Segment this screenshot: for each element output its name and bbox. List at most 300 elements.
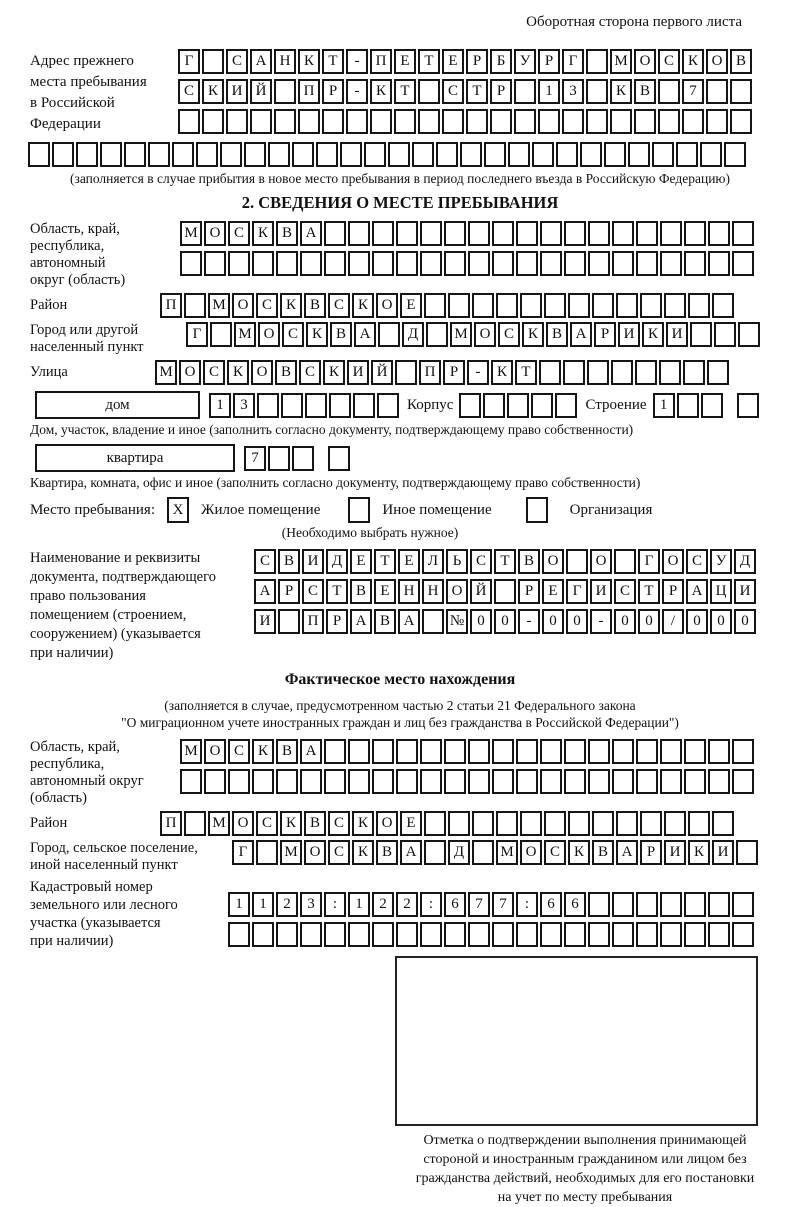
char-cell[interactable]: С bbox=[282, 322, 304, 347]
char-cell[interactable]: П bbox=[160, 293, 182, 318]
char-cell[interactable]: 1 bbox=[348, 892, 370, 917]
char-cell[interactable]: 0 bbox=[566, 609, 588, 634]
char-cell[interactable] bbox=[640, 293, 662, 318]
char-cell[interactable] bbox=[202, 109, 224, 134]
char-cell[interactable]: Т bbox=[466, 79, 488, 104]
char-cell[interactable] bbox=[708, 221, 730, 246]
checkbox-zhiloe[interactable]: X bbox=[167, 497, 189, 523]
char-cell[interactable] bbox=[340, 142, 362, 167]
char-cell[interactable] bbox=[640, 811, 662, 836]
char-cell[interactable] bbox=[124, 142, 146, 167]
char-cell[interactable]: А bbox=[616, 840, 638, 865]
char-cell[interactable]: И bbox=[618, 322, 640, 347]
char-cell[interactable] bbox=[708, 892, 730, 917]
char-cell[interactable]: О bbox=[662, 549, 684, 574]
char-cell[interactable] bbox=[292, 142, 314, 167]
char-cell[interactable]: К bbox=[491, 360, 513, 385]
char-cell[interactable] bbox=[660, 251, 682, 276]
char-cell[interactable]: Р bbox=[594, 322, 616, 347]
char-cell[interactable] bbox=[444, 221, 466, 246]
char-cell[interactable] bbox=[372, 922, 394, 947]
char-cell[interactable] bbox=[588, 892, 610, 917]
char-cell[interactable]: М bbox=[496, 840, 518, 865]
char-cell[interactable] bbox=[388, 142, 410, 167]
char-cell[interactable]: О bbox=[376, 293, 398, 318]
char-cell[interactable] bbox=[460, 142, 482, 167]
char-cell[interactable] bbox=[636, 892, 658, 917]
char-cell[interactable]: Е bbox=[542, 579, 564, 604]
char-cell[interactable]: Е bbox=[394, 49, 416, 74]
char-cell[interactable] bbox=[540, 251, 562, 276]
char-cell[interactable]: С bbox=[442, 79, 464, 104]
char-cell[interactable] bbox=[706, 79, 728, 104]
char-cell[interactable] bbox=[256, 840, 278, 865]
char-cell[interactable] bbox=[708, 251, 730, 276]
char-cell[interactable] bbox=[328, 446, 350, 471]
char-cell[interactable] bbox=[420, 922, 442, 947]
char-cell[interactable] bbox=[738, 322, 760, 347]
char-cell[interactable]: Г bbox=[178, 49, 200, 74]
char-cell[interactable]: О bbox=[204, 221, 226, 246]
char-cell[interactable]: А bbox=[686, 579, 708, 604]
char-cell[interactable] bbox=[612, 769, 634, 794]
char-cell[interactable] bbox=[348, 769, 370, 794]
char-cell[interactable] bbox=[544, 811, 566, 836]
char-cell[interactable] bbox=[732, 221, 754, 246]
char-cell[interactable]: А bbox=[300, 739, 322, 764]
char-cell[interactable] bbox=[468, 922, 490, 947]
char-cell[interactable] bbox=[636, 769, 658, 794]
char-cell[interactable]: О bbox=[251, 360, 273, 385]
char-cell[interactable] bbox=[396, 769, 418, 794]
char-cell[interactable]: О bbox=[590, 549, 612, 574]
char-cell[interactable]: К bbox=[642, 322, 664, 347]
char-cell[interactable]: С bbox=[226, 49, 248, 74]
char-cell[interactable]: М bbox=[155, 360, 177, 385]
char-cell[interactable]: С bbox=[178, 79, 200, 104]
char-cell[interactable] bbox=[708, 739, 730, 764]
char-cell[interactable] bbox=[732, 769, 754, 794]
char-cell[interactable] bbox=[682, 109, 704, 134]
char-cell[interactable]: : bbox=[516, 892, 538, 917]
char-cell[interactable]: М bbox=[280, 840, 302, 865]
char-cell[interactable] bbox=[706, 109, 728, 134]
char-cell[interactable] bbox=[494, 579, 516, 604]
char-cell[interactable]: С bbox=[470, 549, 492, 574]
char-cell[interactable] bbox=[562, 109, 584, 134]
char-cell[interactable]: В bbox=[634, 79, 656, 104]
char-cell[interactable]: С bbox=[614, 579, 636, 604]
char-cell[interactable]: 6 bbox=[540, 892, 562, 917]
char-cell[interactable] bbox=[660, 892, 682, 917]
char-cell[interactable] bbox=[616, 811, 638, 836]
char-cell[interactable] bbox=[378, 322, 400, 347]
char-cell[interactable]: - bbox=[467, 360, 489, 385]
char-cell[interactable]: А bbox=[398, 609, 420, 634]
char-cell[interactable] bbox=[276, 922, 298, 947]
char-cell[interactable] bbox=[516, 922, 538, 947]
char-cell[interactable] bbox=[444, 922, 466, 947]
char-cell[interactable] bbox=[468, 251, 490, 276]
char-cell[interactable] bbox=[516, 769, 538, 794]
char-cell[interactable]: К bbox=[252, 221, 274, 246]
char-cell[interactable] bbox=[472, 293, 494, 318]
char-cell[interactable] bbox=[732, 251, 754, 276]
char-cell[interactable]: С bbox=[254, 549, 276, 574]
char-cell[interactable] bbox=[492, 769, 514, 794]
char-cell[interactable] bbox=[634, 109, 656, 134]
char-cell[interactable]: Р bbox=[538, 49, 560, 74]
char-cell[interactable] bbox=[324, 922, 346, 947]
char-cell[interactable] bbox=[300, 251, 322, 276]
char-cell[interactable]: 6 bbox=[444, 892, 466, 917]
char-cell[interactable]: А bbox=[570, 322, 592, 347]
char-cell[interactable] bbox=[324, 739, 346, 764]
char-cell[interactable]: Р bbox=[322, 79, 344, 104]
char-cell[interactable] bbox=[448, 811, 470, 836]
char-cell[interactable] bbox=[278, 609, 300, 634]
char-cell[interactable] bbox=[100, 142, 122, 167]
char-cell[interactable] bbox=[676, 142, 698, 167]
char-cell[interactable] bbox=[52, 142, 74, 167]
char-cell[interactable]: И bbox=[226, 79, 248, 104]
char-cell[interactable]: А bbox=[354, 322, 376, 347]
char-cell[interactable]: Г bbox=[566, 579, 588, 604]
char-cell[interactable] bbox=[348, 922, 370, 947]
char-cell[interactable] bbox=[184, 811, 206, 836]
char-cell[interactable] bbox=[508, 142, 530, 167]
char-cell[interactable]: В bbox=[330, 322, 352, 347]
char-cell[interactable]: О bbox=[179, 360, 201, 385]
char-cell[interactable] bbox=[568, 293, 590, 318]
char-cell[interactable]: В bbox=[376, 840, 398, 865]
char-cell[interactable] bbox=[468, 739, 490, 764]
char-cell[interactable] bbox=[324, 221, 346, 246]
char-cell[interactable] bbox=[563, 360, 585, 385]
char-cell[interactable] bbox=[684, 769, 706, 794]
char-cell[interactable] bbox=[684, 739, 706, 764]
char-cell[interactable]: К bbox=[306, 322, 328, 347]
char-cell[interactable] bbox=[564, 739, 586, 764]
char-cell[interactable] bbox=[396, 922, 418, 947]
char-cell[interactable]: Р bbox=[518, 579, 540, 604]
char-cell[interactable]: И bbox=[664, 840, 686, 865]
char-cell[interactable]: И bbox=[347, 360, 369, 385]
char-cell[interactable]: Е bbox=[398, 549, 420, 574]
char-cell[interactable]: 0 bbox=[686, 609, 708, 634]
char-cell[interactable] bbox=[612, 221, 634, 246]
char-cell[interactable]: Й bbox=[371, 360, 393, 385]
char-cell[interactable] bbox=[394, 109, 416, 134]
char-cell[interactable] bbox=[298, 109, 320, 134]
char-cell[interactable]: К bbox=[610, 79, 632, 104]
char-cell[interactable]: М bbox=[234, 322, 256, 347]
char-cell[interactable] bbox=[660, 769, 682, 794]
char-cell[interactable]: 1 bbox=[228, 892, 250, 917]
char-cell[interactable] bbox=[329, 393, 351, 418]
char-cell[interactable] bbox=[466, 109, 488, 134]
char-cell[interactable] bbox=[688, 293, 710, 318]
char-cell[interactable] bbox=[483, 393, 505, 418]
char-cell[interactable]: Е bbox=[400, 811, 422, 836]
char-cell[interactable] bbox=[172, 142, 194, 167]
char-cell[interactable]: К bbox=[202, 79, 224, 104]
char-cell[interactable] bbox=[660, 922, 682, 947]
char-cell[interactable] bbox=[252, 922, 274, 947]
char-cell[interactable] bbox=[532, 142, 554, 167]
char-cell[interactable] bbox=[418, 109, 440, 134]
char-cell[interactable] bbox=[322, 109, 344, 134]
char-cell[interactable] bbox=[612, 739, 634, 764]
char-cell[interactable]: С bbox=[203, 360, 225, 385]
char-cell[interactable] bbox=[539, 360, 561, 385]
char-cell[interactable] bbox=[684, 892, 706, 917]
char-cell[interactable] bbox=[372, 739, 394, 764]
char-cell[interactable]: Ц bbox=[710, 579, 732, 604]
char-cell[interactable]: Д bbox=[402, 322, 424, 347]
char-cell[interactable]: В bbox=[304, 293, 326, 318]
checkbox-inoe[interactable] bbox=[348, 497, 370, 523]
char-cell[interactable] bbox=[612, 922, 634, 947]
char-cell[interactable] bbox=[688, 811, 710, 836]
char-cell[interactable] bbox=[459, 393, 481, 418]
char-cell[interactable] bbox=[448, 293, 470, 318]
char-cell[interactable]: С bbox=[299, 360, 321, 385]
char-cell[interactable]: К bbox=[323, 360, 345, 385]
char-cell[interactable] bbox=[707, 360, 729, 385]
char-cell[interactable]: К bbox=[352, 840, 374, 865]
char-cell[interactable] bbox=[732, 892, 754, 917]
char-cell[interactable] bbox=[616, 293, 638, 318]
char-cell[interactable] bbox=[612, 892, 634, 917]
char-cell[interactable]: К bbox=[280, 293, 302, 318]
char-cell[interactable]: В bbox=[275, 360, 297, 385]
char-cell[interactable] bbox=[364, 142, 386, 167]
char-cell[interactable]: М bbox=[180, 739, 202, 764]
char-cell[interactable]: К bbox=[522, 322, 544, 347]
char-cell[interactable] bbox=[353, 393, 375, 418]
char-cell[interactable]: С bbox=[658, 49, 680, 74]
char-cell[interactable]: В bbox=[304, 811, 326, 836]
char-cell[interactable]: Р bbox=[662, 579, 684, 604]
char-cell[interactable]: О bbox=[232, 811, 254, 836]
char-cell[interactable] bbox=[730, 79, 752, 104]
char-cell[interactable] bbox=[184, 293, 206, 318]
char-cell[interactable] bbox=[436, 142, 458, 167]
char-cell[interactable]: О bbox=[446, 579, 468, 604]
char-cell[interactable]: М bbox=[208, 811, 230, 836]
char-cell[interactable] bbox=[220, 142, 242, 167]
char-cell[interactable] bbox=[196, 142, 218, 167]
char-cell[interactable]: А bbox=[250, 49, 272, 74]
char-cell[interactable] bbox=[300, 922, 322, 947]
char-cell[interactable]: С bbox=[328, 840, 350, 865]
char-cell[interactable]: Г bbox=[232, 840, 254, 865]
char-cell[interactable] bbox=[636, 251, 658, 276]
char-cell[interactable]: Т bbox=[494, 549, 516, 574]
char-cell[interactable] bbox=[592, 811, 614, 836]
char-cell[interactable]: Н bbox=[422, 579, 444, 604]
char-cell[interactable] bbox=[516, 251, 538, 276]
char-cell[interactable]: - bbox=[590, 609, 612, 634]
char-cell[interactable] bbox=[732, 739, 754, 764]
char-cell[interactable] bbox=[507, 393, 529, 418]
char-cell[interactable] bbox=[712, 811, 734, 836]
char-cell[interactable]: О bbox=[706, 49, 728, 74]
char-cell[interactable] bbox=[268, 142, 290, 167]
char-cell[interactable] bbox=[566, 549, 588, 574]
char-cell[interactable] bbox=[442, 109, 464, 134]
char-cell[interactable] bbox=[268, 446, 290, 471]
char-cell[interactable] bbox=[496, 293, 518, 318]
char-cell[interactable]: А bbox=[350, 609, 372, 634]
char-cell[interactable]: У bbox=[710, 549, 732, 574]
char-cell[interactable] bbox=[555, 393, 577, 418]
char-cell[interactable]: М bbox=[450, 322, 472, 347]
char-cell[interactable] bbox=[516, 221, 538, 246]
char-cell[interactable]: 0 bbox=[638, 609, 660, 634]
char-cell[interactable] bbox=[492, 221, 514, 246]
char-cell[interactable] bbox=[210, 322, 232, 347]
char-cell[interactable] bbox=[531, 393, 553, 418]
char-cell[interactable] bbox=[736, 840, 758, 865]
char-cell[interactable]: Г bbox=[186, 322, 208, 347]
char-cell[interactable] bbox=[614, 549, 636, 574]
char-cell[interactable] bbox=[588, 739, 610, 764]
char-cell[interactable]: С bbox=[328, 293, 350, 318]
char-cell[interactable] bbox=[540, 922, 562, 947]
char-cell[interactable] bbox=[490, 109, 512, 134]
char-cell[interactable]: 1 bbox=[252, 892, 274, 917]
char-cell[interactable]: Т bbox=[374, 549, 396, 574]
char-cell[interactable]: 1 bbox=[653, 393, 675, 418]
char-cell[interactable] bbox=[372, 769, 394, 794]
char-cell[interactable] bbox=[730, 109, 752, 134]
char-cell[interactable] bbox=[664, 293, 686, 318]
char-cell[interactable] bbox=[226, 109, 248, 134]
char-cell[interactable] bbox=[468, 221, 490, 246]
char-cell[interactable]: 6 bbox=[564, 892, 586, 917]
char-cell[interactable]: К bbox=[370, 79, 392, 104]
char-cell[interactable]: К bbox=[682, 49, 704, 74]
char-cell[interactable] bbox=[586, 49, 608, 74]
char-cell[interactable]: 3 bbox=[562, 79, 584, 104]
char-cell[interactable] bbox=[564, 922, 586, 947]
char-cell[interactable] bbox=[178, 109, 200, 134]
char-cell[interactable] bbox=[348, 251, 370, 276]
char-cell[interactable] bbox=[292, 446, 314, 471]
char-cell[interactable]: О bbox=[232, 293, 254, 318]
char-cell[interactable] bbox=[636, 739, 658, 764]
char-cell[interactable] bbox=[444, 251, 466, 276]
char-cell[interactable] bbox=[300, 769, 322, 794]
char-cell[interactable] bbox=[396, 221, 418, 246]
char-cell[interactable] bbox=[228, 251, 250, 276]
char-cell[interactable]: К bbox=[227, 360, 249, 385]
char-cell[interactable]: 7 bbox=[244, 446, 266, 471]
char-cell[interactable]: О bbox=[304, 840, 326, 865]
char-cell[interactable]: А bbox=[300, 221, 322, 246]
char-cell[interactable]: Е bbox=[442, 49, 464, 74]
char-cell[interactable] bbox=[658, 109, 680, 134]
char-cell[interactable]: 0 bbox=[542, 609, 564, 634]
char-cell[interactable] bbox=[76, 142, 98, 167]
char-cell[interactable] bbox=[276, 769, 298, 794]
char-cell[interactable]: Р bbox=[490, 79, 512, 104]
char-cell[interactable] bbox=[514, 79, 536, 104]
char-cell[interactable] bbox=[636, 221, 658, 246]
char-cell[interactable]: В bbox=[518, 549, 540, 574]
char-cell[interactable] bbox=[660, 221, 682, 246]
char-cell[interactable] bbox=[588, 922, 610, 947]
char-cell[interactable]: № bbox=[446, 609, 468, 634]
char-cell[interactable] bbox=[677, 393, 699, 418]
char-cell[interactable]: С bbox=[256, 811, 278, 836]
char-cell[interactable] bbox=[712, 293, 734, 318]
char-cell[interactable]: В bbox=[276, 221, 298, 246]
char-cell[interactable]: М bbox=[180, 221, 202, 246]
char-cell[interactable] bbox=[564, 769, 586, 794]
char-cell[interactable] bbox=[520, 293, 542, 318]
char-cell[interactable]: И bbox=[302, 549, 324, 574]
char-cell[interactable]: : bbox=[324, 892, 346, 917]
char-cell[interactable] bbox=[372, 251, 394, 276]
char-cell[interactable]: Н bbox=[274, 49, 296, 74]
char-cell[interactable]: И bbox=[734, 579, 756, 604]
char-cell[interactable]: 1 bbox=[538, 79, 560, 104]
char-cell[interactable]: А bbox=[400, 840, 422, 865]
char-cell[interactable]: 0 bbox=[710, 609, 732, 634]
char-cell[interactable]: О bbox=[634, 49, 656, 74]
char-cell[interactable] bbox=[732, 922, 754, 947]
char-cell[interactable]: Р bbox=[326, 609, 348, 634]
char-cell[interactable] bbox=[444, 739, 466, 764]
char-cell[interactable]: Л bbox=[422, 549, 444, 574]
char-cell[interactable] bbox=[737, 393, 759, 418]
char-cell[interactable]: Й bbox=[250, 79, 272, 104]
char-cell[interactable] bbox=[202, 49, 224, 74]
char-cell[interactable] bbox=[252, 251, 274, 276]
char-cell[interactable]: В bbox=[374, 609, 396, 634]
char-cell[interactable]: Т bbox=[515, 360, 537, 385]
char-cell[interactable] bbox=[514, 109, 536, 134]
char-cell[interactable]: К bbox=[688, 840, 710, 865]
char-cell[interactable] bbox=[612, 251, 634, 276]
checkbox-organizatsiya[interactable] bbox=[526, 497, 548, 523]
char-cell[interactable] bbox=[544, 293, 566, 318]
char-cell[interactable]: П bbox=[302, 609, 324, 634]
char-cell[interactable] bbox=[377, 393, 399, 418]
char-cell[interactable] bbox=[540, 221, 562, 246]
char-cell[interactable]: О bbox=[542, 549, 564, 574]
char-cell[interactable] bbox=[472, 840, 494, 865]
char-cell[interactable]: Т bbox=[322, 49, 344, 74]
char-cell[interactable] bbox=[28, 142, 50, 167]
char-cell[interactable] bbox=[586, 109, 608, 134]
char-cell[interactable] bbox=[276, 251, 298, 276]
char-cell[interactable]: Н bbox=[398, 579, 420, 604]
char-cell[interactable]: Т bbox=[638, 579, 660, 604]
char-cell[interactable] bbox=[180, 251, 202, 276]
char-cell[interactable] bbox=[540, 739, 562, 764]
char-cell[interactable]: А bbox=[254, 579, 276, 604]
char-cell[interactable]: В bbox=[350, 579, 372, 604]
char-cell[interactable]: К bbox=[352, 811, 374, 836]
char-cell[interactable] bbox=[444, 769, 466, 794]
char-cell[interactable] bbox=[250, 109, 272, 134]
char-cell[interactable] bbox=[610, 109, 632, 134]
char-cell[interactable] bbox=[664, 811, 686, 836]
